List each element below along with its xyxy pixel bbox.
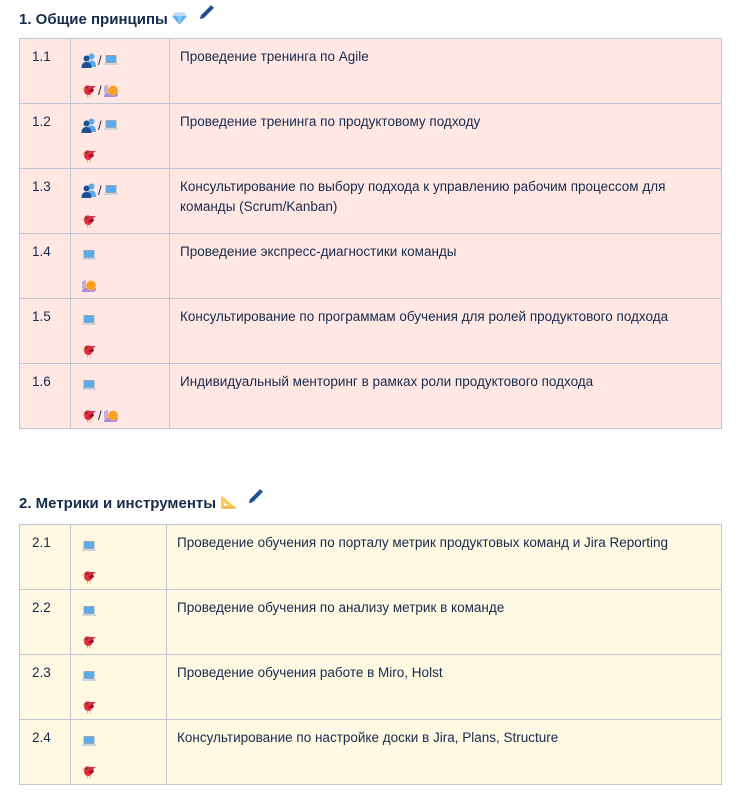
separator: /	[98, 182, 102, 198]
bird-icon	[81, 698, 97, 714]
service-description: Проведение обучения по анализу метрик в команде	[167, 590, 722, 655]
bird-icon	[81, 212, 97, 228]
separator: /	[98, 117, 102, 133]
section-title-text: 2. Метрики и инструменты	[19, 495, 217, 512]
service-description: Консультирование по программам обучения для ролей продуктового подхода	[170, 299, 722, 364]
section-heading-general-principles	[19, 10, 214, 29]
format-icons-cell	[71, 525, 167, 590]
edit-pencil-icon[interactable]	[199, 5, 214, 24]
table-row	[20, 655, 722, 720]
snail-icon	[81, 277, 97, 293]
row-number: 1.2	[20, 104, 71, 169]
people-icon	[81, 182, 97, 198]
bird-icon	[81, 633, 97, 649]
service-description: Индивидуальный менторинг в рамках роли продуктового подхода	[170, 364, 722, 429]
laptop-icon	[81, 733, 97, 749]
bird-icon	[81, 407, 97, 423]
bird-icon	[81, 568, 97, 584]
bird-icon	[81, 342, 97, 358]
laptop-icon	[81, 377, 97, 393]
people-icon	[81, 117, 97, 133]
row-number: 1.3	[20, 169, 71, 234]
format-icons-cell	[71, 169, 170, 234]
services-table-metrics-tools	[19, 524, 722, 785]
laptop-icon	[81, 312, 97, 328]
table-row	[20, 364, 722, 429]
separator: /	[98, 407, 102, 423]
format-icons-cell	[71, 655, 167, 720]
service-description: Проведение обучения работе в Miro, Holst	[167, 655, 722, 720]
row-number: 2.3	[20, 655, 71, 720]
table-row	[20, 590, 722, 655]
row-number: 2.1	[20, 525, 71, 590]
table-row	[20, 169, 722, 234]
row-number: 1.1	[20, 39, 71, 104]
laptop-icon	[103, 52, 119, 68]
bird-icon	[81, 763, 97, 779]
row-number: 2.4	[20, 720, 71, 785]
table-row	[20, 104, 722, 169]
row-number: 2.2	[20, 590, 71, 655]
section-heading-metrics-tools	[19, 494, 263, 513]
service-description: Проведение тренинга по продуктовому подходу	[170, 104, 722, 169]
laptop-icon	[81, 247, 97, 263]
laptop-icon	[81, 538, 97, 554]
snail-icon	[103, 407, 119, 423]
service-description: Консультирование по настройке доски в Jira, Plans, Structure	[167, 720, 722, 785]
table-row	[20, 720, 722, 785]
format-icons-cell	[71, 590, 167, 655]
edit-pencil-icon[interactable]	[248, 489, 263, 508]
laptop-icon	[103, 182, 119, 198]
row-number: 1.4	[20, 234, 71, 299]
format-icons-cell	[71, 104, 170, 169]
people-icon	[81, 52, 97, 68]
row-number: 1.5	[20, 299, 71, 364]
service-description: Проведение экспресс-диагностики команды	[170, 234, 722, 299]
table-row	[20, 299, 722, 364]
laptop-icon	[103, 117, 119, 133]
table-row	[20, 234, 722, 299]
service-description: Проведение обучения по порталу метрик продуктовых команд и Jira Reporting	[167, 525, 722, 590]
separator: /	[98, 82, 102, 98]
laptop-icon	[81, 603, 97, 619]
format-icons-cell	[71, 234, 170, 299]
format-icons-cell	[71, 299, 170, 364]
format-icons-cell	[71, 364, 170, 429]
gem-icon	[172, 11, 187, 28]
service-description: Консультирование по выбору подхода к управлению рабочим процессом для команды (Scrum/Kanban)	[170, 169, 722, 234]
triangular-ruler-icon	[220, 495, 236, 512]
snail-icon	[103, 82, 119, 98]
services-table-general-principles	[19, 38, 722, 429]
service-description: Проведение тренинга по Agile	[170, 39, 722, 104]
bird-icon	[81, 147, 97, 163]
format-icons-cell	[71, 39, 170, 104]
table-row	[20, 39, 722, 104]
bird-icon	[81, 82, 97, 98]
table-row	[20, 525, 722, 590]
format-icons-cell	[71, 720, 167, 785]
separator: /	[98, 52, 102, 68]
section-title-text: 1. Общие принципы	[19, 11, 168, 28]
row-number: 1.6	[20, 364, 71, 429]
laptop-icon	[81, 668, 97, 684]
